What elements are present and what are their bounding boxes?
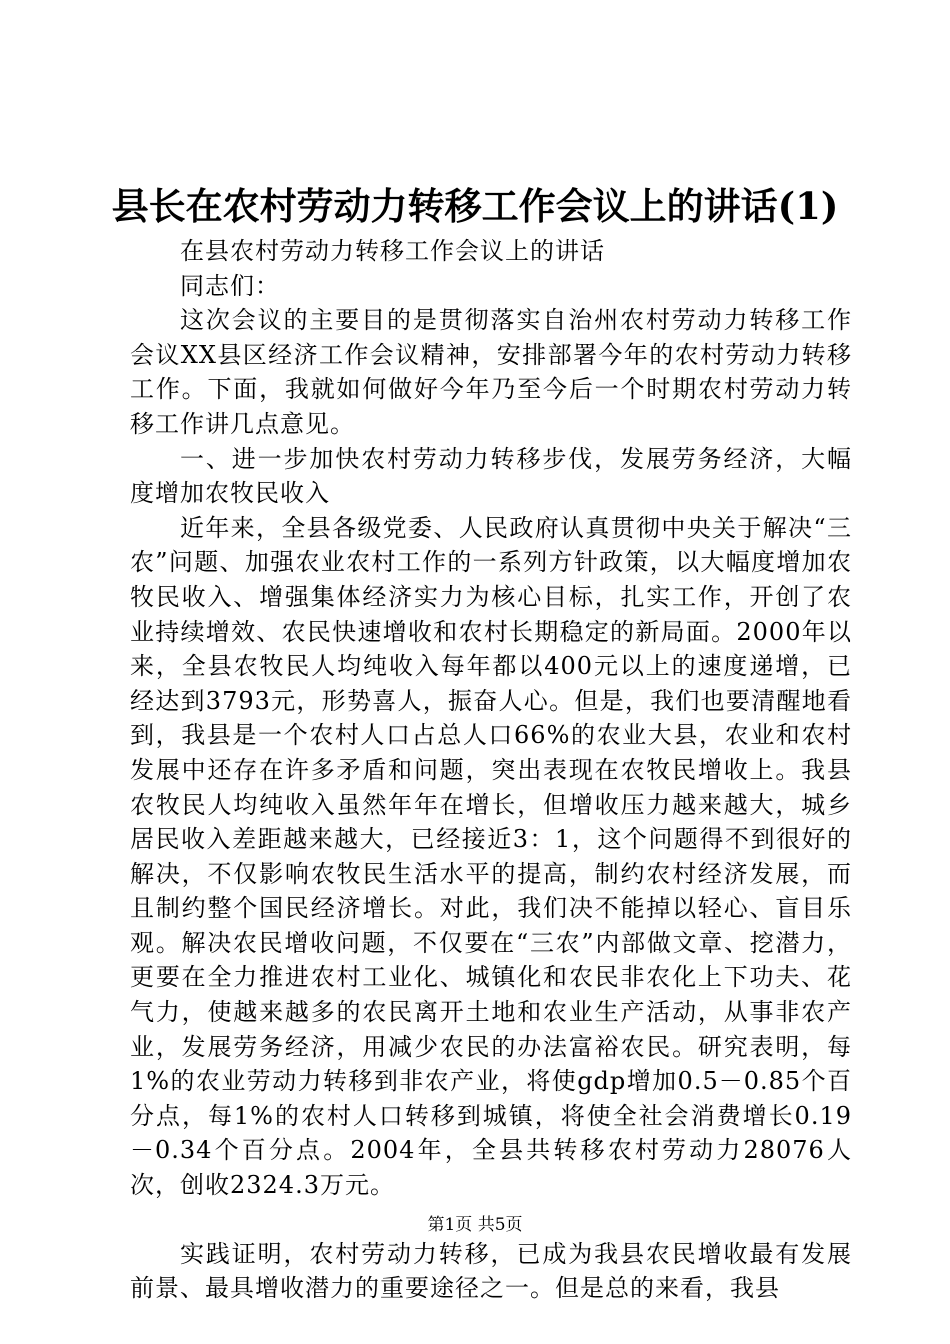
intro-paragraph: 这次会议的主要目的是贯彻落实自治州农村劳动力转移工作会议XX县区经济工作会议精神，安排部署今年的农村劳动力转移工作。下面，我就如何做好今年乃至今后一个时期农村劳动力转移工作讲几点意见。 <box>130 306 852 438</box>
section-heading-1: 一、进一步加快农村劳动力转移步伐，发展劳务经济，大幅度增加农牧民收入 <box>130 444 852 508</box>
speech-heading: 在县农村劳动力转移工作会议上的讲话 <box>180 237 605 265</box>
body-paragraph: 近年来，全县各级党委、人民政府认真贯彻中央关于解决“三农”问题、加强农业农村工作的一系列方针政策，以大幅度增加农牧民收入、增强集体经济实力为核心目标，扎实工作，开创了农业持续增效、农民快速增收和农村长期稳定的新局面。2000年以来，全县农牧民人均纯收入每年都以400元以上的速度递增，已经达到3793元，形势喜人，振奋人心。但是，我们也要清醒地看到，我县是一个农村人口占总人口66%的农业大县，农业和农村发展中还存在许多矛盾和问题，突出表现在农牧民增收上。我县农牧民人均纯收入虽然年年在增长，但增收压力越来越大，城乡居民收入差距越来越大，已经接近3：1，这个问题得不到很好的解决，不仅影响农牧民生活水平的提高，制约农村经济发展，而且制约整个国民经济增长。对此，我们决不能掉以轻心、盲目乐观。解决农民增收问题，不仅要在“三农”内部做文章、挖潜力，更要在全力推进农村工业化、城镇化和农民非农化上下功夫、花气力，使越来越多的农民离开土地和农业生产活动，从事非农产业，发展劳务经济，用减少农民的办法富裕农民。研究表明，每1%的农业劳动力转移到非农产业，将使gdp增加0.5－0.85个百分点，每1%的农村人口转移到城镇，将使全社会消费增长0.19－0.34个百分点。2004年，全县共转移农村劳动力28076人次，创收2324.3万元。 <box>130 513 852 1200</box>
salutation: 同志们： <box>180 271 280 300</box>
page-footer: 第1页 共5页 <box>427 1215 523 1235</box>
document-body <box>130 234 852 1306</box>
document-title: 县长在农村劳动力转移工作会议上的讲话(1) <box>111 184 839 228</box>
body-paragraph: 实践证明，农村劳动力转移，已成为我县农民增收最有发展前景、最具增收潜力的重要途径之一。但是总的来看，我县 <box>130 1239 852 1303</box>
